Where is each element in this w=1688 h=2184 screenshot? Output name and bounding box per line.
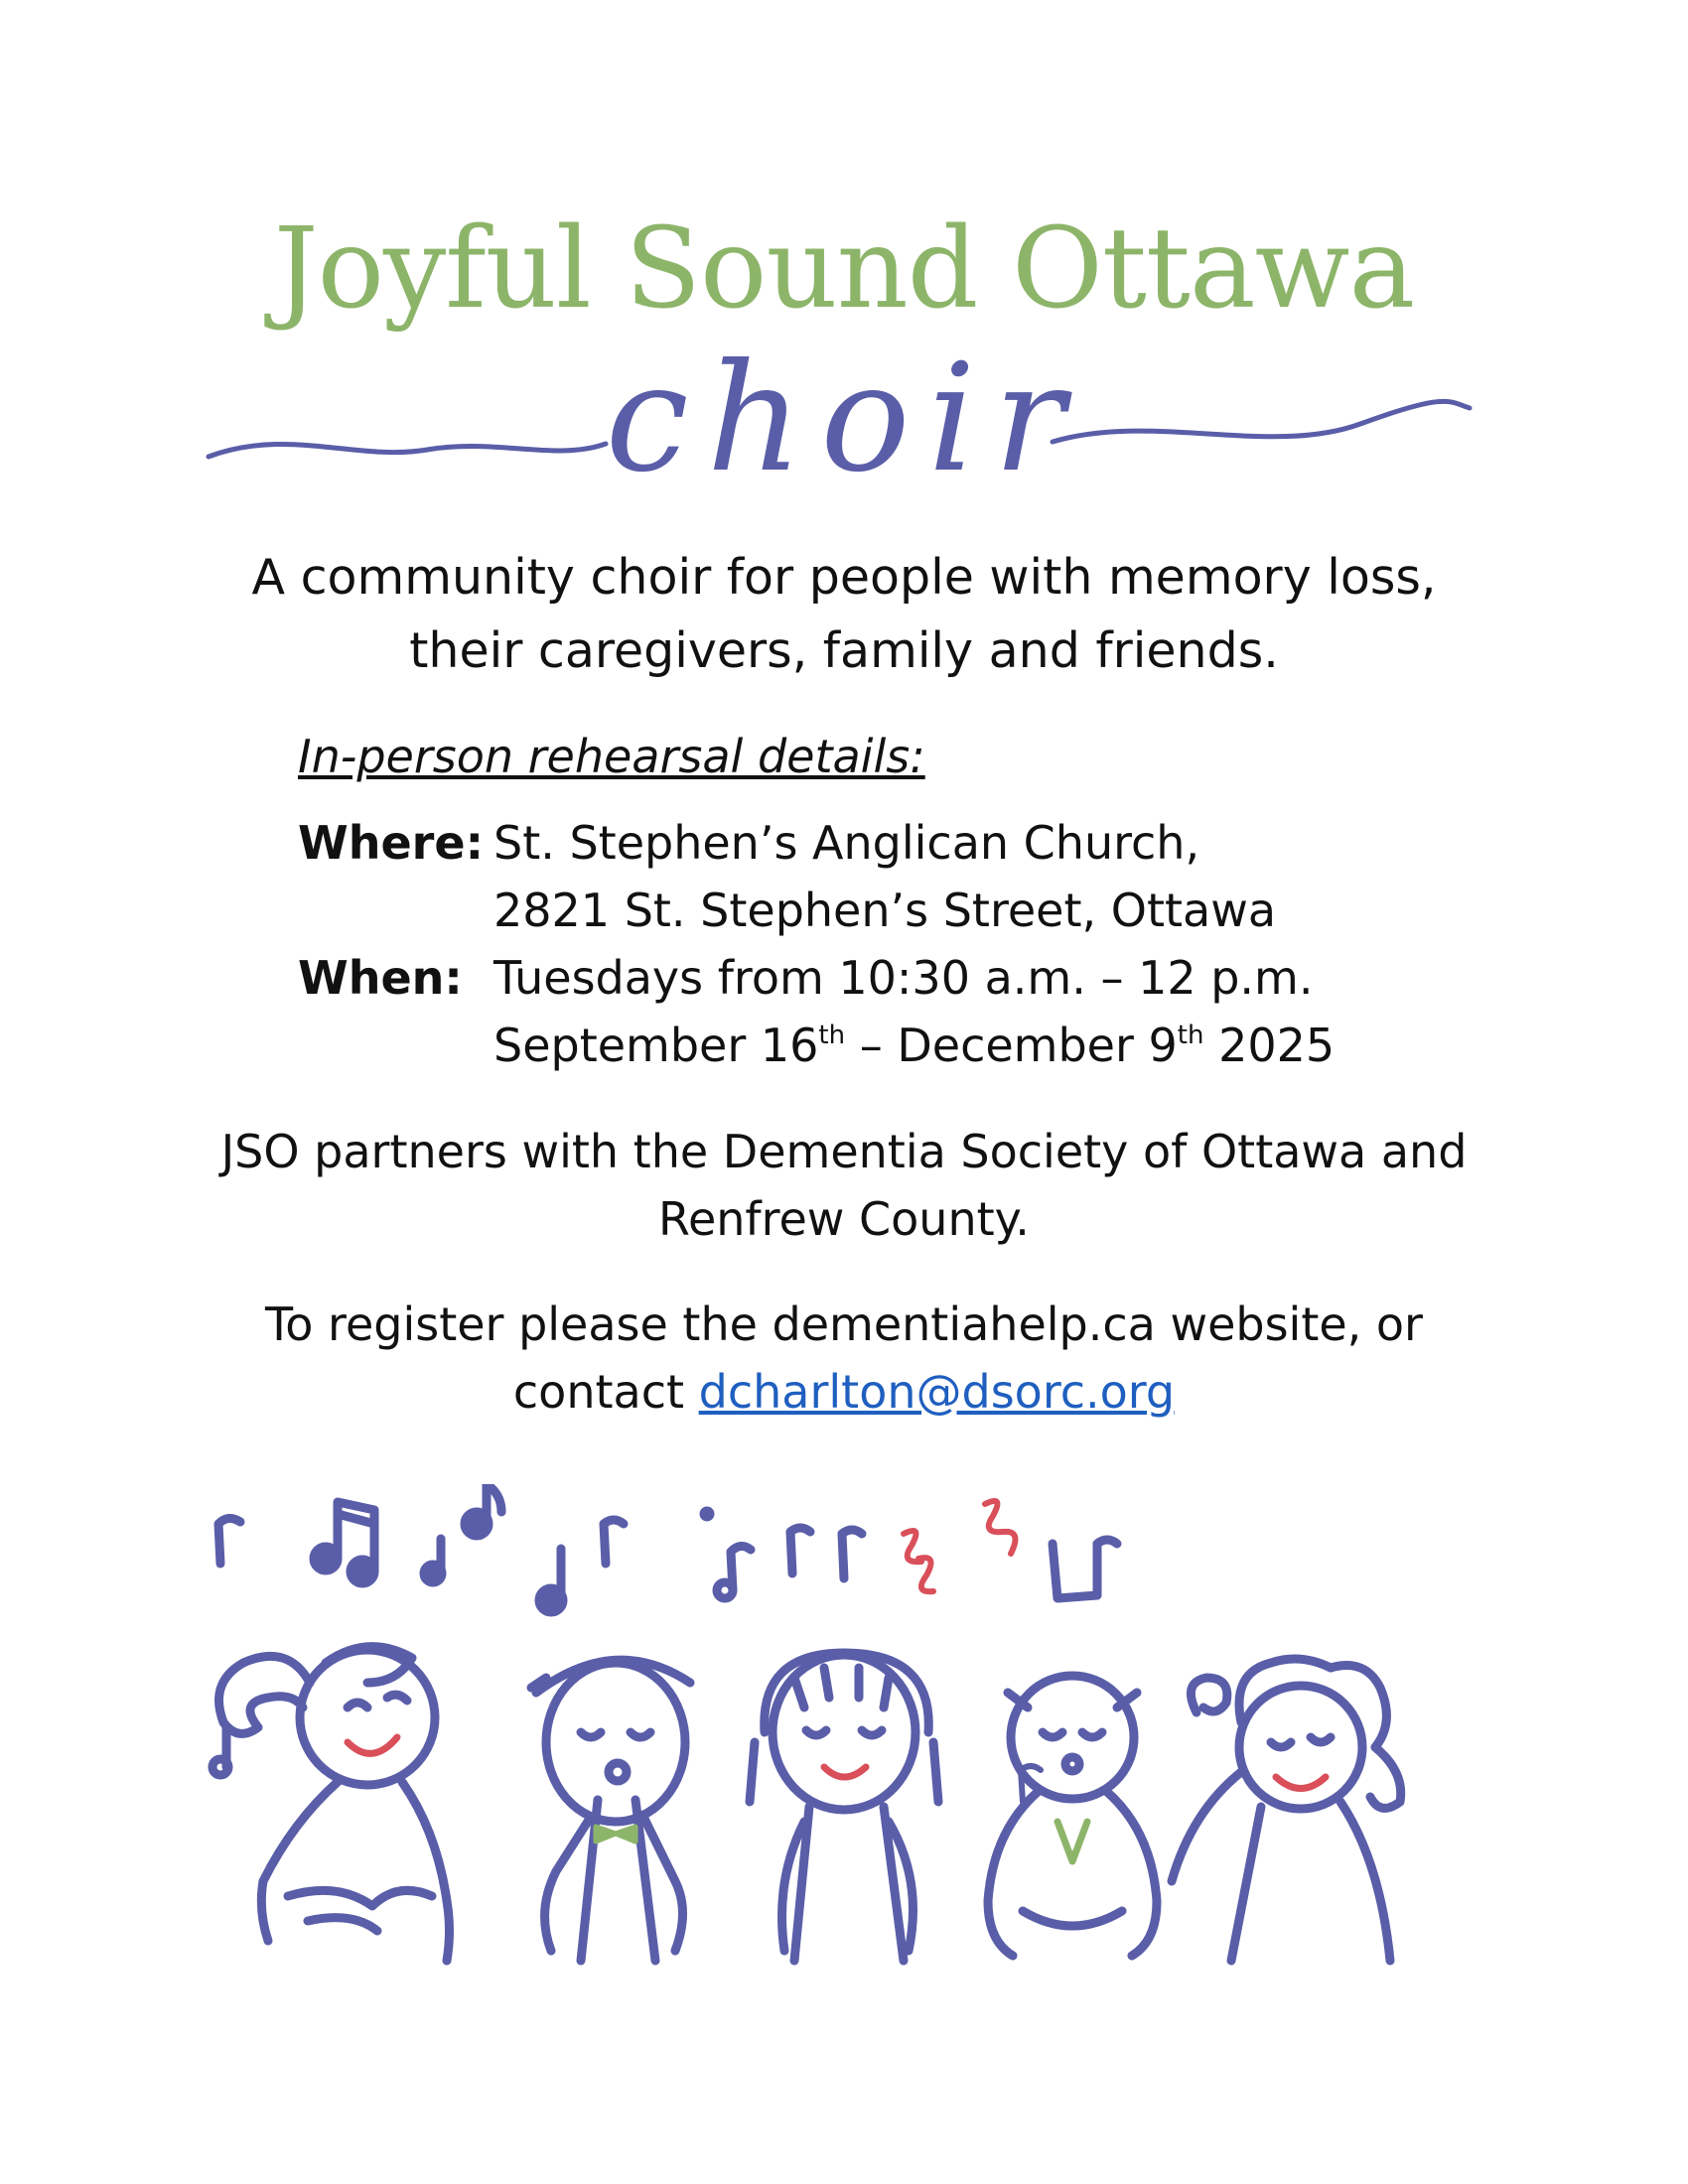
partners bbox=[0, 1118, 1688, 1253]
when-sup-2: th bbox=[1177, 1021, 1204, 1050]
logo-choir-word: choir bbox=[605, 333, 1083, 501]
register-contact-prefix: contact bbox=[512, 1365, 699, 1419]
where-line-1: St. Stephen’s Anglican Church, bbox=[493, 816, 1200, 870]
partners-line-2: Renfrew County. bbox=[658, 1192, 1030, 1246]
where-label: Where: bbox=[298, 816, 484, 870]
when-label: When: bbox=[298, 951, 463, 1005]
where-line-2: 2821 St. Stephen’s Street, Ottawa bbox=[493, 884, 1277, 937]
register bbox=[0, 1291, 1688, 1426]
register-line-2 bbox=[0, 1358, 1688, 1426]
intro-line-1: A community choir for people with memory loss, bbox=[251, 549, 1437, 606]
when-date-start: September 16 bbox=[493, 1019, 819, 1072]
intro bbox=[0, 541, 1688, 688]
email-link[interactable]: dcharlton@dsorc.org bbox=[698, 1365, 1176, 1419]
singer-2 bbox=[531, 1660, 690, 1961]
when-date-end: – December 9 bbox=[845, 1019, 1178, 1072]
when-year: 2025 bbox=[1203, 1019, 1336, 1072]
details-heading: In-person rehearsal details: bbox=[298, 730, 925, 783]
partners-line-1: JSO partners with the Dementia Society of Ottawa and bbox=[220, 1125, 1468, 1178]
register-line-1: To register please the dementiahelp.ca website, or bbox=[265, 1297, 1423, 1351]
singer-4 bbox=[988, 1676, 1157, 1956]
logo bbox=[0, 205, 1688, 501]
intro-line-2: their caregivers, family and friends. bbox=[409, 622, 1279, 679]
choir-singers-illustration bbox=[199, 1484, 1499, 1971]
logo-title: Joyful Sound Ottawa bbox=[273, 205, 1415, 334]
music-notes bbox=[212, 1484, 1117, 1802]
singer-1 bbox=[219, 1647, 450, 1961]
when-sup-1: th bbox=[818, 1021, 846, 1050]
singer-5 bbox=[1172, 1659, 1401, 1961]
when-line-1: Tuesdays from 10:30 a.m. – 12 p.m. bbox=[493, 951, 1314, 1005]
logo-choir-script bbox=[0, 205, 1688, 501]
singer-3 bbox=[750, 1653, 938, 1961]
when-line-2 bbox=[493, 1012, 1335, 1079]
